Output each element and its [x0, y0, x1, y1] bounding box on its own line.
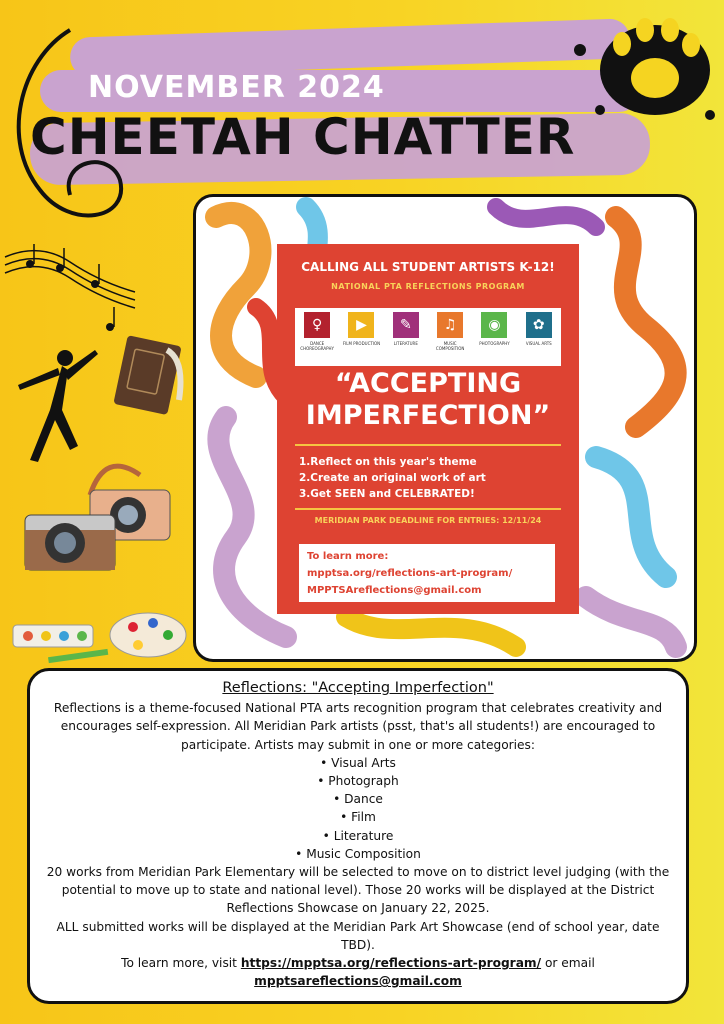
list-item: • Film	[340, 810, 376, 825]
category-music	[430, 312, 470, 351]
photo-icon: ◉	[481, 312, 507, 338]
category-strip	[295, 308, 561, 366]
divider	[295, 444, 561, 446]
category-label: DANCE CHOREOGRAPHY	[300, 341, 335, 351]
step-item: 3.Get SEEN and CELEBRATED!	[299, 488, 475, 500]
list-item: • Visual Arts	[320, 755, 396, 770]
poster-theme: “ACCEPTING IMPERFECTION”	[305, 368, 551, 431]
category-label: FILM PRODUCTION	[342, 341, 381, 346]
newsletter-month: NOVEMBER 2024	[88, 70, 385, 105]
step-item: 2.Create an original work of art	[299, 472, 486, 484]
poster-steps	[299, 454, 486, 502]
category-visual-arts	[519, 312, 559, 346]
list-item: • Literature	[322, 828, 394, 843]
program-link[interactable]: https://mpptsa.org/reflections-art-program/	[240, 956, 542, 971]
category-dance	[297, 312, 337, 351]
article-box	[27, 668, 689, 1004]
category-label: MUSIC COMPOSITION	[435, 341, 465, 351]
camera-icon: ▶	[348, 312, 374, 338]
learn-more-box	[299, 544, 555, 602]
learn-mid: or email	[541, 956, 595, 971]
step-item: 1.Reflect on this year's theme	[299, 456, 477, 468]
paint-palette-icon	[8, 605, 188, 665]
category-list	[44, 754, 672, 863]
list-item: • Music Composition	[295, 846, 421, 861]
article-intro: Reflections is a theme-focused National PTA arts recognition program that celebrates creativity and encourages self-expression. All Meridian Park artists (psst, that's all students!) are encouraged to participate. Artists may submit in one or more categories:	[53, 701, 663, 752]
category-literature	[386, 312, 426, 346]
dancer-icon: ♀	[304, 312, 330, 338]
learn-prefix: To learn more, visit	[121, 956, 241, 971]
article-para2: 20 works from Meridian Park Elementary will be selected to move on to district level judging (with the potential to move up to state and national level). Those 20 works will be displayed at the District Reflections Showcase on January 22, 2025.	[46, 865, 670, 916]
cameras-icon	[20, 455, 180, 585]
newsletter-title: CHEETAH CHATTER	[30, 108, 576, 166]
music-icon: ♫	[437, 312, 463, 338]
music-notes-icon	[0, 232, 140, 342]
poster-heading: CALLING ALL STUDENT ARTISTS K-12!	[301, 260, 555, 274]
divider	[295, 508, 561, 510]
poster-email[interactable]: MPPTSAreflections@gmail.com	[307, 585, 482, 596]
paw-print-icon	[560, 0, 724, 130]
poster-deadline: MERIDIAN PARK DEADLINE FOR ENTRIES: 12/11/24	[314, 516, 542, 525]
category-label: PHOTOGRAPHY	[479, 341, 510, 346]
learn-more-line	[44, 954, 672, 972]
reflections-poster	[277, 244, 579, 614]
article-heading: Reflections: "Accepting Imperfection"	[222, 680, 494, 696]
poster-program: NATIONAL PTA REFLECTIONS PROGRAM	[331, 282, 525, 291]
category-photography	[474, 312, 514, 346]
poster-url[interactable]: mpptsa.org/reflections-art-program/	[307, 568, 513, 579]
dancer-silhouette-icon	[10, 340, 100, 470]
email-link[interactable]: mpptsareflections@gmail.com	[254, 974, 462, 989]
book-icon	[105, 330, 195, 420]
article-para3: ALL submitted works will be displayed at the Meridian Park Art Showcase (end of school year, date TBD).	[56, 919, 660, 952]
book-icon: ✎	[393, 312, 419, 338]
list-item: • Dance	[333, 792, 383, 807]
purple-brush-stroke-top	[69, 18, 630, 78]
list-item: • Photograph	[317, 774, 399, 789]
category-label: LITERATURE	[393, 341, 418, 346]
category-film	[341, 312, 381, 346]
palette-icon: ✿	[526, 312, 552, 338]
learn-more-label: To learn more:	[307, 551, 389, 562]
category-label: VISUAL ARTS	[525, 341, 552, 346]
